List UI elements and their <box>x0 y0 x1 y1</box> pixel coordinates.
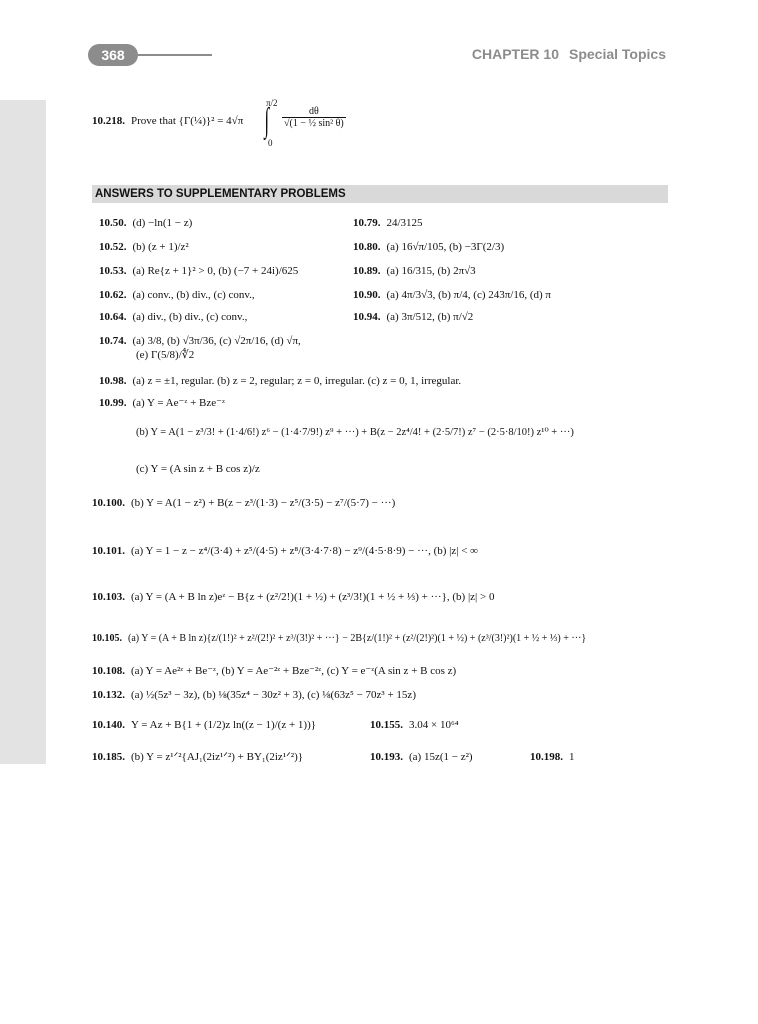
answer-10-99: 10.99. (a) Y = Ae⁻ᶻ + Bze⁻ᶻ <box>99 397 225 409</box>
answer-10-101: 10.101. (a) Y = 1 − z − z⁴/(3·4) + z⁵/(4·5) + z⁸/(3·4·7·8) − z⁹/(4·5·8·9) − ···, (b) |z| < ∞ <box>92 545 478 557</box>
page-number: 368 <box>88 44 138 66</box>
answer-10-132: 10.132. (a) ½(5z³ − 3z), (b) ⅛(35z⁴ − 30z² + 3), (c) ⅛(63z⁵ − 70z³ + 15z) <box>92 689 416 701</box>
answer-10-89: 10.89. (a) 16/315, (b) 2π√3 <box>353 265 476 277</box>
answer-10-79: 10.79. 24/3125 <box>353 217 423 229</box>
answer-10-94: 10.94. (a) 3π/512, (b) π/√2 <box>353 311 474 323</box>
problem-lhs: Prove that {Γ(¼)}² = 4√π <box>131 115 244 127</box>
answer-10-52: 10.52. (b) (z + 1)/z² <box>99 241 189 253</box>
answer-10-140: 10.140. Y = Az + B{1 + (1/2)z ln((z − 1)/(z + 1))} <box>92 719 317 731</box>
integral-upper-limit: π/2 <box>266 98 278 108</box>
integral-lower-limit: 0 <box>268 138 273 148</box>
answer-10-193: 10.193. (a) 15z(1 − z²) <box>370 751 473 763</box>
answer-10-99-c: (c) Y = (A sin z + B cos z)/z <box>136 463 260 475</box>
answer-10-62: 10.62. (a) conv., (b) div., (c) conv., <box>99 289 255 301</box>
answer-10-105: 10.105. (a) Y = (A + B ln z){z/(1!)² + z²/(2!)² + z³/(3!)² + ···} − 2B{z/(1!)² + (z²/(2!)²)(1 + ½) + (z³/(3!)²)(1 + ½ + ⅓) + ···} <box>92 633 587 644</box>
chapter-label: CHAPTER 10 <box>471 46 559 62</box>
answer-10-103: 10.103. (a) Y = (A + B ln z)eᶻ − B{z + (z²/2!)(1 + ½) + (z³/3!)(1 + ½ + ⅓) + ···}, (b) |z| > 0 <box>92 591 495 603</box>
header-rule <box>138 54 212 56</box>
answer-10-155: 10.155. 3.04 × 10⁶⁴ <box>370 719 459 731</box>
problem-number: 10.218. <box>92 115 125 127</box>
integrand-denominator: √(1 − ½ sin² θ) <box>284 118 344 129</box>
answer-10-185: 10.185. (b) Y = z¹ᐟ²{AJ₁(2iz¹ᐟ²) + BY₁(2iz¹ᐟ²)} <box>92 751 304 763</box>
answer-10-74-line2: (e) Γ(5/8)/∜2 <box>136 349 195 361</box>
integral-sign-icon: ∫ <box>264 102 269 139</box>
integrand-numerator: dθ <box>282 106 346 118</box>
running-head <box>472 46 666 62</box>
answer-10-74: 10.74. (a) 3/8, (b) √3π/36, (c) √2π/16, (d) √π, <box>99 335 301 347</box>
problem-10-218 <box>92 114 243 128</box>
answer-10-50: 10.50. (d) −ln(1 − z) <box>99 217 193 229</box>
answer-10-64: 10.64. (a) div., (b) div., (c) conv., <box>99 311 248 323</box>
answer-10-198: 10.198. 1 <box>530 751 575 763</box>
answer-10-90: 10.90. (a) 4π/3√3, (b) π/4, (c) 243π/16, (d) π <box>353 289 551 301</box>
answer-10-108: 10.108. (a) Y = Ae²ᶻ + Be⁻ᶻ, (b) Y = Ae⁻²ᶻ + Bze⁻²ᶻ, (c) Y = e⁻ᶻ(A sin z + B cos z) <box>92 665 457 677</box>
answer-10-100: 10.100. (b) Y = A(1 − z²) + B(z − z³/(1·3) − z⁵/(3·5) − z⁷/(5·7) − ···) <box>92 497 396 509</box>
page-side-margin <box>0 100 46 764</box>
answer-10-99-b: (b) Y = A(1 − z³/3! + (1·4/6!) z⁶ − (1·4·7/9!) z⁹ + ···) + B(z − 2z⁴/4! + (2·5/7!) z⁷ − (2·5·8/10!) z¹⁰ + ···) <box>136 427 574 438</box>
section-title: ANSWERS TO SUPPLEMENTARY PROBLEMS <box>92 185 668 203</box>
integrand <box>280 106 348 130</box>
answer-10-53: 10.53. (a) Re{z + 1}² > 0, (b) (−7 + 24i)/625 <box>99 265 299 277</box>
answer-10-80: 10.80. (a) 16√π/105, (b) −3Γ(2/3) <box>353 241 505 253</box>
chapter-topic: Special Topics <box>569 46 666 62</box>
answer-10-98: 10.98. (a) z = ±1, regular. (b) z = 2, regular; z = 0, irregular. (c) z = 0, 1, irregular. <box>99 375 462 387</box>
